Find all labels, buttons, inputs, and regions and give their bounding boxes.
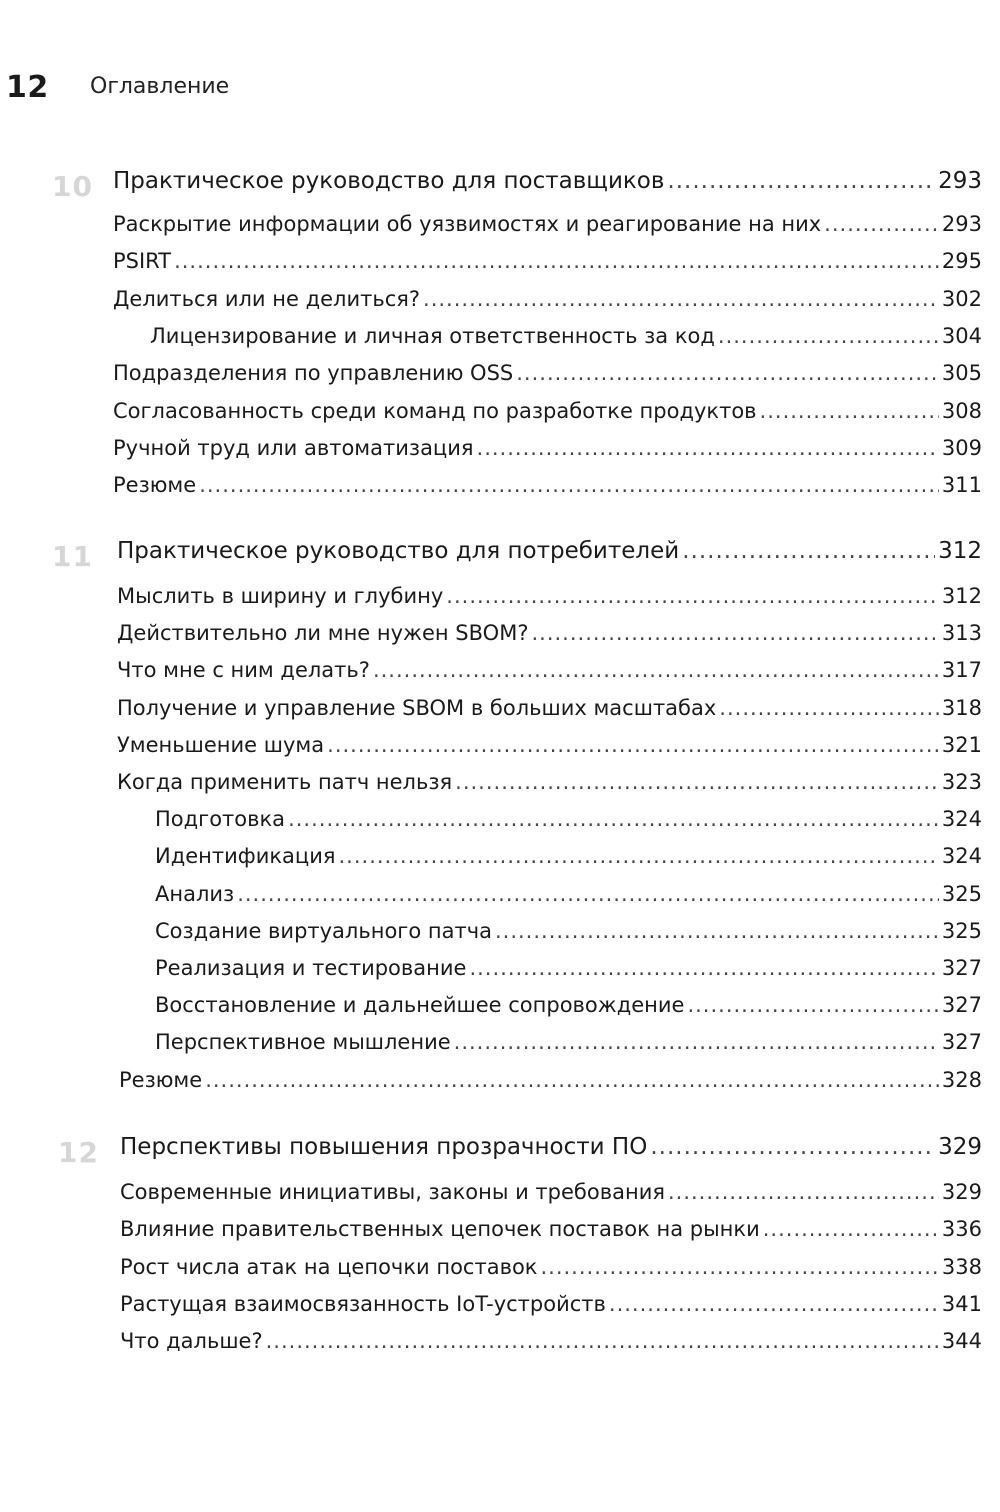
dot-leader — [719, 696, 939, 720]
toc-entry-page: 327 — [941, 956, 982, 980]
toc-entry — [155, 919, 982, 943]
page-number: 12 — [6, 70, 49, 105]
toc-entry-title: Согласованность среди команд по разработке продуктов — [113, 399, 757, 423]
toc-entry-title: Подразделения по управлению OSS — [113, 361, 514, 385]
toc-entry-page: 321 — [941, 733, 982, 757]
toc-entry-page: 324 — [941, 844, 982, 868]
toc-entry-page: 305 — [941, 361, 982, 385]
toc-entry — [117, 658, 982, 682]
dot-leader — [455, 770, 939, 794]
toc-entry-page: 304 — [941, 324, 982, 348]
toc-entry-title: Резюме — [113, 473, 197, 497]
dot-leader — [237, 882, 939, 906]
dot-leader — [760, 399, 939, 423]
chapter-number: 12 — [58, 1136, 99, 1169]
toc-entry-page: 311 — [941, 473, 982, 497]
toc-entry — [120, 1329, 982, 1353]
toc-entry-title: Перспективное мышление — [155, 1030, 451, 1054]
toc-entry-page: 312 — [938, 538, 982, 564]
toc-entry — [120, 1255, 982, 1279]
toc-entry-title: Подготовка — [155, 807, 286, 831]
toc-entry-title: Мыслить в ширину и глубину — [117, 584, 444, 608]
toc-entry-title: Лицензирование и личная ответственность за код — [150, 324, 715, 348]
chapter-number: 11 — [52, 540, 93, 573]
toc-entry-title: Современные инициативы, законы и требования — [120, 1180, 665, 1204]
toc-entry-page: 295 — [941, 249, 982, 273]
dot-leader — [373, 658, 939, 682]
dot-leader — [339, 844, 939, 868]
toc-entry-title: Получение и управление SBOM в больших масштабах — [117, 696, 717, 720]
toc-entry-page: 308 — [941, 399, 982, 423]
toc-entry-page: 338 — [941, 1255, 982, 1279]
toc-entry — [155, 1030, 982, 1054]
dot-leader — [495, 919, 939, 943]
toc-entry-title: Делиться или не делиться? — [113, 287, 421, 311]
dot-leader — [682, 538, 935, 564]
dot-leader — [667, 168, 935, 194]
dot-leader — [469, 956, 938, 980]
dot-leader — [668, 1180, 939, 1204]
dot-leader — [650, 1134, 935, 1160]
toc-entry-title: Действительно ли мне нужен SBOM? — [117, 621, 529, 645]
toc-entry — [113, 287, 982, 311]
toc-entry-title: Перспективы повышения прозрачности ПО — [120, 1134, 648, 1160]
toc-entry — [113, 399, 982, 423]
toc-entry — [117, 696, 982, 720]
toc-entry — [117, 770, 982, 794]
chapter-heading — [117, 538, 982, 564]
toc-entry-title: Анализ — [155, 882, 235, 906]
toc-entry-page: 313 — [941, 621, 982, 645]
toc-entry — [113, 473, 982, 497]
dot-leader — [609, 1292, 939, 1316]
toc-entry-page: 336 — [941, 1217, 982, 1241]
toc-entry-title: Рост числа атак на цепочки поставок — [120, 1255, 538, 1279]
toc-entry-page: 302 — [941, 287, 982, 311]
chapter-heading — [113, 168, 982, 194]
toc-entry-title: PSIRT — [113, 249, 172, 273]
dot-leader — [423, 287, 939, 311]
toc-entry — [117, 584, 982, 608]
dot-leader — [266, 1329, 939, 1353]
toc-entry-page: 293 — [941, 212, 982, 236]
toc-entry-page: 309 — [941, 436, 982, 460]
toc-entry-title: Влияние правительственных цепочек поставок на рынки — [120, 1217, 760, 1241]
toc-entry — [155, 993, 982, 1017]
dot-leader — [531, 621, 938, 645]
dot-leader — [288, 807, 939, 831]
dot-leader — [454, 1030, 939, 1054]
toc-entry-title: Практическое руководство для потребителей — [117, 538, 680, 564]
toc-entry-page: 312 — [941, 584, 982, 608]
toc-entry — [113, 249, 982, 273]
toc-entry-title: Когда применить патч нельзя — [117, 770, 453, 794]
toc-entry-page: 324 — [941, 807, 982, 831]
toc-entry-page: 328 — [941, 1068, 982, 1092]
chapter-heading — [120, 1134, 982, 1160]
dot-leader — [516, 361, 939, 385]
toc-entry-page: 344 — [941, 1329, 982, 1353]
toc-entry — [155, 844, 982, 868]
toc-entry-title: Восстановление и дальнейшее сопровождение — [155, 993, 685, 1017]
dot-leader — [763, 1217, 939, 1241]
toc-entry-title: Ручной труд или автоматизация — [113, 436, 474, 460]
toc-entry-page: 318 — [941, 696, 982, 720]
toc-entry — [120, 1180, 982, 1204]
running-title: Оглавление — [90, 74, 230, 99]
toc-entry-title: Идентификация — [155, 844, 336, 868]
toc-entry-title: Растущая взаимосвязанность IoT-устройств — [120, 1292, 606, 1316]
dot-leader — [540, 1255, 938, 1279]
toc-entry-title: Резюме — [119, 1068, 203, 1092]
dot-leader — [199, 473, 939, 497]
dot-leader — [174, 249, 939, 273]
toc-entry-page: 325 — [941, 882, 982, 906]
toc-entry — [113, 361, 982, 385]
toc-entry — [120, 1217, 982, 1241]
toc-entry-page: 323 — [941, 770, 982, 794]
toc-entry — [120, 1292, 982, 1316]
dot-leader — [824, 212, 939, 236]
toc-entry-page: 325 — [941, 919, 982, 943]
toc-entry-page: 317 — [941, 658, 982, 682]
toc-entry — [119, 1068, 982, 1092]
toc-entry-title: Раскрытие информации об уязвимостях и реагирование на них — [113, 212, 822, 236]
toc-entry — [155, 807, 982, 831]
toc-entry — [113, 212, 982, 236]
dot-leader — [687, 993, 938, 1017]
dot-leader — [446, 584, 939, 608]
toc-entry-title: Что дальше? — [120, 1329, 263, 1353]
toc-entry-page: 341 — [941, 1292, 982, 1316]
dot-leader — [205, 1068, 939, 1092]
toc-entry-page: 327 — [941, 993, 982, 1017]
dot-leader — [718, 324, 939, 348]
toc-entry-title: Реализация и тестирование — [155, 956, 467, 980]
toc-entry-page: 329 — [941, 1180, 982, 1204]
dot-leader — [477, 436, 939, 460]
dot-leader — [327, 733, 939, 757]
toc-entry-title: Практическое руководство для поставщиков — [113, 168, 665, 194]
toc-entry-page: 329 — [938, 1134, 982, 1160]
toc-entry-title: Создание виртуального патча — [155, 919, 492, 943]
chapter-number: 10 — [52, 170, 93, 203]
toc-entry-page: 293 — [938, 168, 982, 194]
toc-entry-title: Уменьшение шума — [117, 733, 325, 757]
toc-entry — [117, 621, 982, 645]
toc-entry — [150, 324, 982, 348]
toc-entry — [113, 436, 982, 460]
toc-entry-page: 327 — [941, 1030, 982, 1054]
toc-entry — [155, 882, 982, 906]
toc-entry-title: Что мне с ним делать? — [117, 658, 370, 682]
toc-entry — [155, 956, 982, 980]
toc-entry — [117, 733, 982, 757]
